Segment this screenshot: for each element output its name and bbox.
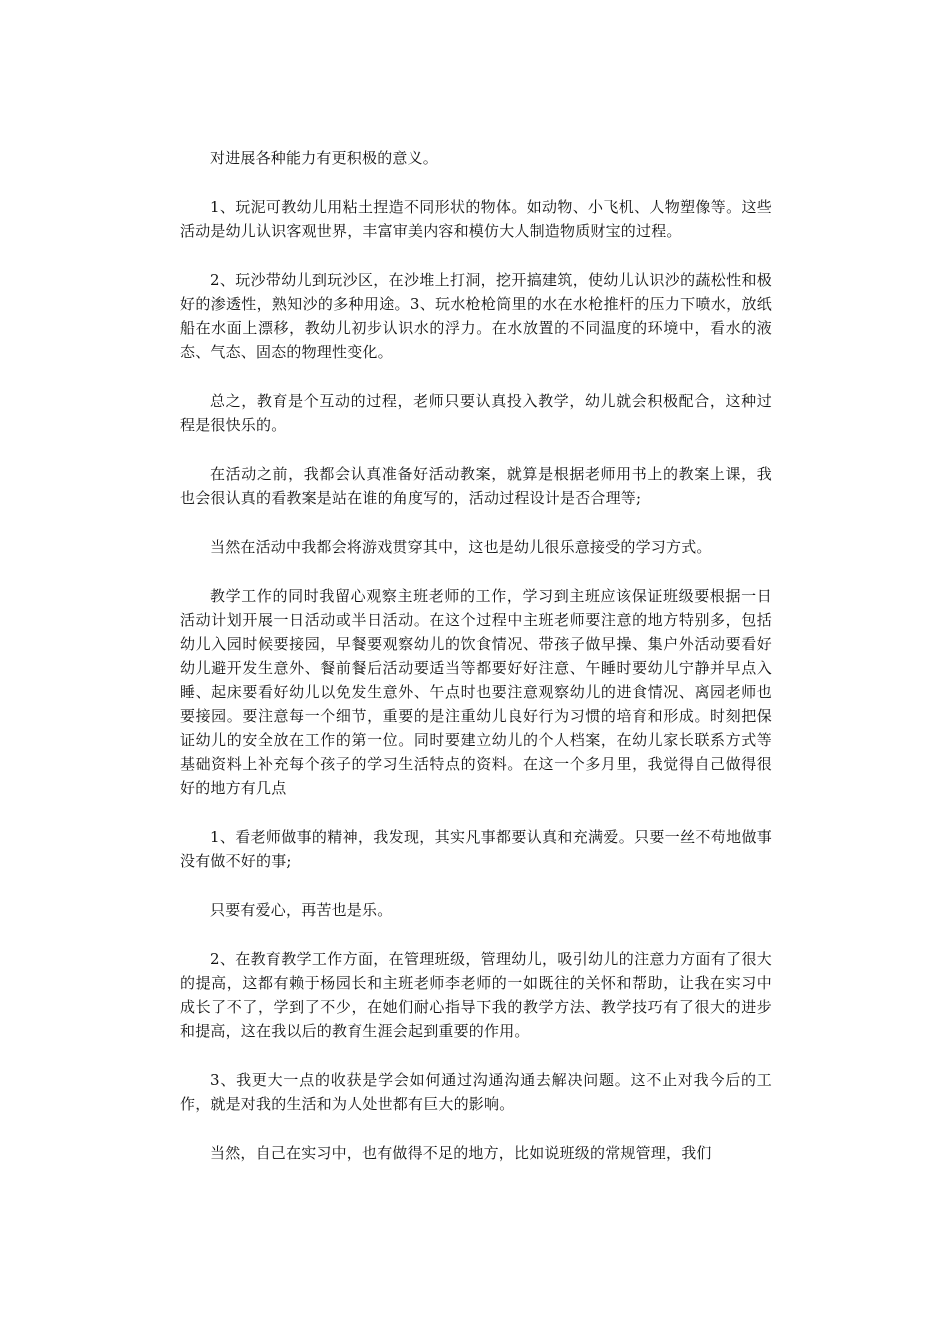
paragraph-10: 2、在教育教学工作方面，在管理班级，管理幼儿，吸引幼儿的注意力方面有了很大的提高，这都有赖于杨园长和主班老师李老师的一如既往的关怀和帮助，让我在实习中成长了不了，学到了不少，在她们耐心指导下我的教学方法、教学技巧有了很大的进步和提高，这在我以后的教育生涯会起到重要的作用。 (180, 950, 772, 1040)
paragraph-9: 只要有爱心，再苦也是乐。 (210, 901, 393, 919)
paragraph-3: 2、玩沙带幼儿到玩沙区，在沙堆上打洞，挖开搞建筑，使幼儿认识沙的蔬松性和极好的渗透性，熟知沙的多种用途。3、玩水枪枪筒里的水在水枪推杆的压力下喷水，放纸船在水面上漂移，教幼儿初步认识水的浮力。在水放置的不同温度的环境中，看水的液态、气态、固态的物理性变化。 (180, 271, 772, 361)
paragraph-1: 对进展各种能力有更积极的意义。 (210, 149, 439, 167)
paragraph-7: 教学工作的同时我留心观察主班老师的工作，学习到主班应该保证班级要根据一日活动计划开展一日活动或半日活动。在这个过程中主班老师要注意的地方特别多，包括幼儿入园时候要接园，早餐要观察幼儿的饮食情况、带孩子做早操、集户外活动要看好幼儿避开发生意外、餐前餐后活动要适当等都要好好注意、午睡时要幼儿宁静并早点入睡、起床要看好幼儿以免发生意外、午点时也要注意观察幼儿的进食情况、离园老师也要接园。要注意每一个细节，重要的是注重幼儿良好行为习惯的培育和形成。时刻把保证幼儿的安全放在工作的第一位。同时要建立幼儿的个人档案，在幼儿家长联系方式等基础资料上补充每个孩子的学习生活特点的资料。在这一个多月里，我觉得自己做得很好的地方有几点 (180, 587, 772, 797)
paragraph-5: 在活动之前，我都会认真准备好活动教案，就算是根据老师用书上的教案上课，我也会很认真的看教案是站在谁的角度写的，活动过程设计是否合理等; (180, 465, 772, 507)
paragraph-4: 总之，教育是个互动的过程，老师只要认真投入教学，幼儿就会积极配合，这种过程是很快乐的。 (180, 392, 772, 434)
paragraph-2: 1、玩泥可教幼儿用粘土捏造不同形状的物体。如动物、小飞机、人物塑像等。这些活动是幼儿认识客观世界，丰富审美内容和模仿大人制造物质财宝的过程。 (180, 198, 772, 240)
paragraph-12: 当然，自己在实习中，也有做得不足的地方，比如说班级的常规管理，我们 (210, 1144, 712, 1162)
paragraph-6: 当然在活动中我都会将游戏贯穿其中，这也是幼儿很乐意接受的学习方式。 (210, 538, 712, 556)
paragraph-8: 1、看老师做事的精神，我发现，其实凡事都要认真和充满爱。只要一丝不苟地做事没有做不好的事; (180, 828, 772, 870)
document-body (180, 146, 772, 1190)
paragraph-11: 3、我更大一点的收获是学会如何通过沟通沟通去解决问题。这不止对我今后的工作，就是对我的生活和为人处世都有巨大的影响。 (180, 1071, 772, 1113)
